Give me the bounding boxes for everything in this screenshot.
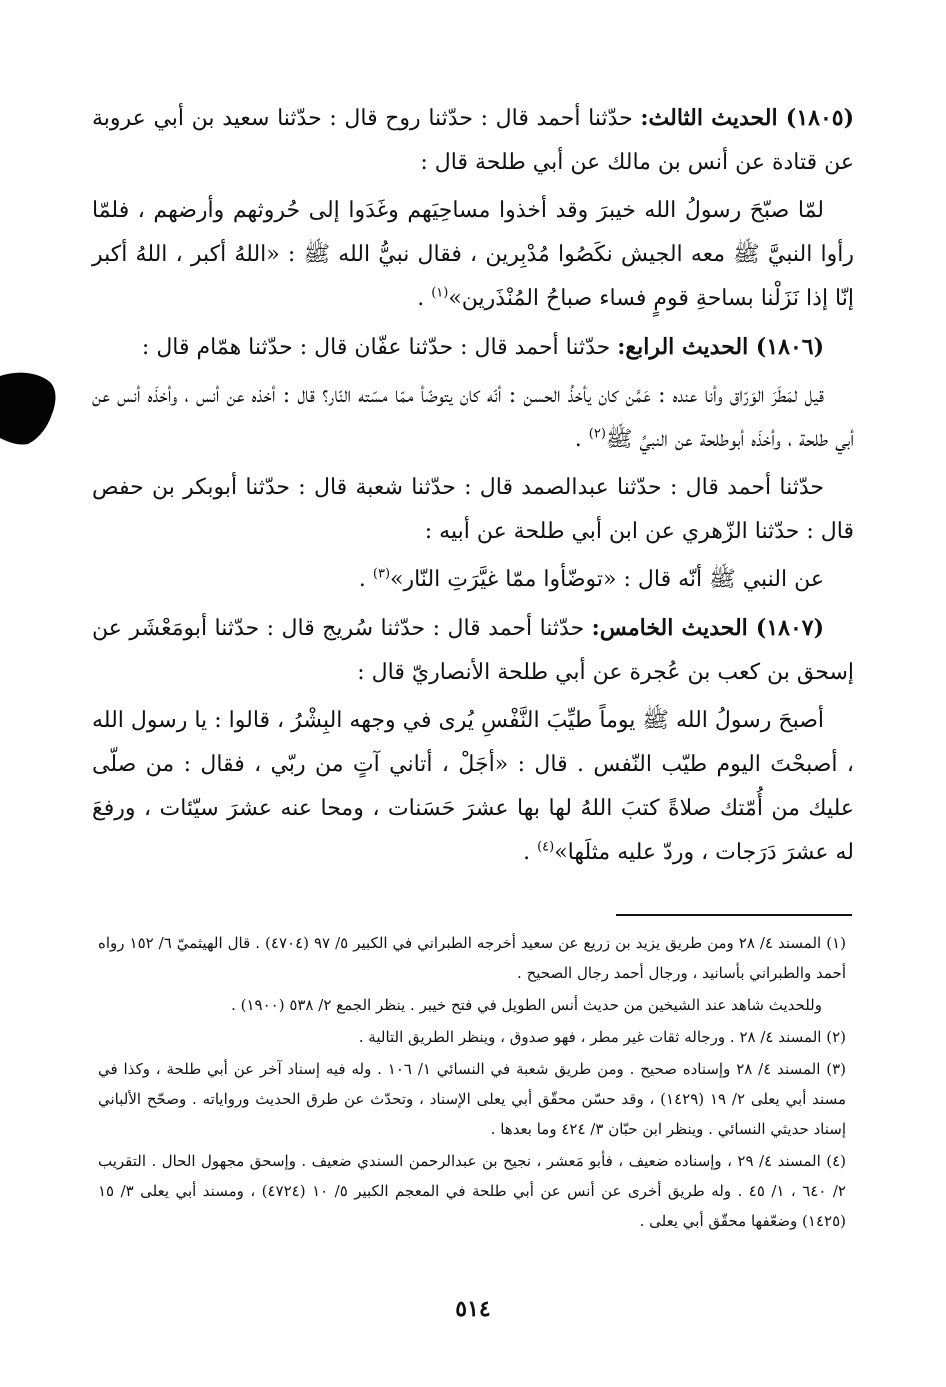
sentence-end: . (358, 567, 373, 592)
footnotes (98, 928, 846, 1238)
isnad-text: حدّثنا أحمد قال : حدّثنا عفّان قال : حدّثنا همّام قال : (141, 335, 618, 360)
hadith-1806-second-matn (92, 558, 854, 602)
footnote-ref: (٤) (537, 839, 555, 855)
hadith-1806-second-isnad (92, 466, 854, 554)
page-number: ٥١٤ (455, 1296, 491, 1322)
footnote-divider (616, 914, 852, 916)
footnote-2: (٢) المسند ٤/ ٢٨ . ورجاله ثقات غير مطر ، فهو صدوق ، وينظر الطريق التالية . (358, 1028, 846, 1046)
matn-text: أصبحَ رسولُ الله ﷺ يوماً طيِّبَ النَّفْسِ يُرى في وجهه البِشْرُ ، قالوا : يا رسول الله ، أصبحْتَ اليوم طيّب النّفس . قال : «أجَلْ ، أتاني آتٍ من ربّي ، فقال : من صلّى عليك من أُمّتك صلاةً كتبَ اللهُ لها بها عشرَ حَسَنات ، ومحا عنه عشرَ سيّئات ، ورفعَ له عشرَ دَرَجات ، وردّ عليه مثلَها» (92, 708, 854, 865)
hadith-heading: (١٨٠٦) الحديث الرابع: (617, 334, 824, 360)
ink-blot-mark (0, 368, 58, 446)
hadith-1805-intro (92, 96, 854, 185)
hadith-heading: (١٨٠٧) الحديث الخامس: (591, 615, 824, 641)
main-text (92, 96, 854, 879)
hadith-1806-intro (92, 325, 854, 370)
hadith-1807-matn (92, 699, 854, 875)
hadith-1806-matn (92, 374, 854, 462)
sentence-end: . (417, 286, 432, 311)
hadith-heading: (١٨٠٥) الحديث الثالث: (640, 105, 854, 131)
isnad-text: حدّثنا أحمد قال : حدّثنا روح قال : حدّثنا سعيد بن أبي عروبة عن قتادة عن أنس بن مالك عن أبي طلحة قال : (92, 106, 854, 175)
matn-text: لمّا صبّحَ رسولُ الله خيبرَ وقد أخذوا مساحِيَهم وغَدَوا إلى حُروثهم وأرضهم ، فلمّا رأوا النبيَّ ﷺ معه الجيش نكَصُوا مُدْبِرين ، فقال نبيُّ الله ﷺ : «اللهُ أكبر ، اللهُ أكبر إنّا إذا نَزَلْنا بساحةِ قومٍ فساء صباحُ المُنْذَرين» (92, 198, 854, 311)
footnote-ref: (١) (431, 285, 449, 301)
isnad-text: حدّثنا أحمد قال : حدّثنا سُريج قال : حدّثنا أبومَعْشَر عن إسحق بن كعب بن عُجرة عن أبي طلحة الأنصاريّ قال : (92, 616, 854, 685)
footnote-1-continuation: وللحديث شاهد عند الشيخين من حديث أنس الطويل في فتح خيبر . ينظر الجمع ٢/ ٥٣٨ (١٩٠٠) . (231, 996, 822, 1014)
matn-text: عن النبي ﷺ أنّه قال : «توضّأوا ممّا غيَّرَتِ النّار» (390, 567, 824, 592)
footnote-ref: (٢) (588, 426, 606, 442)
hadith-1807-intro (92, 606, 854, 695)
footnote-1: (١) المسند ٤/ ٢٨ ومن طريق يزيد بن زريع عن سعيد أخرجه الطبراني في الكبير ٥/ ٩٧ (٤٧٠٤) . قال الهيثميّ ٦/ ١٥٢ رواه أحمد والطبراني بأسانيد ، ورجال أحمد رجال الصحيح . (98, 934, 846, 982)
hadith-1805-matn (92, 189, 854, 321)
footnote-3: (٣) المسند ٤/ ٢٨ وإسناده صحيح . ومن طريق شعبة في النسائي ١/ ١٠٦ . وله فيه إسناد آخر عن أبي طلحة ، وكذا في مسند أبي يعلى ٢/ ١٩ (١٤٢٩) ، وقد حسّن محقّق أبي يعلى الإسناد ، وتحدّث عن طرق الحديث ورواياته . وصحّح الألباني إسناد حديثي النسائي . وينظر ابن حبّان ٣/ ٤٢٤ وما بعدها . (98, 1060, 846, 1138)
sentence-end: . (523, 840, 538, 865)
footnote-4: (٤) المسند ٤/ ٢٩ ، وإسناده ضعيف ، فأبو مَعشر ، نجيح بن عبدالرحمن السندي ضعيف . وإسحق مجهول الحال . التقريب ٢/ ٦٤٠ ، ١/ ٤٥ . وله طريق أخرى عن أنس عن أبي طلحة في المعجم الكبير ٥/ ١٠ (٤٧٢٤) ، ومسند أبي يعلى ٣/ ١٥ (١٤٢٥) وضعّفها محقّق أبي يعلى . (98, 1152, 846, 1230)
isnad-text: حدّثنا أحمد قال : حدّثنا عبدالصمد قال : حدّثنا شعبة قال : حدّثنا أبوبكر بن حفص قال : حدّثنا الزّهري عن ابن أبي طلحة عن أبيه : (92, 475, 854, 544)
sentence-end: . (574, 427, 589, 452)
footnote-ref: (٣) (372, 566, 391, 582)
matn-text: قيل لمَطَرَ الوَرّاق وأنا عنده : عَمَّن كان يأخذُ الحسن : أنّه كان يتوضّأ ممّا مسّته النّار؟ قال : أخذه عن أنس ، وأخذَه أنس عن أبي طلحة ، وأخذَه أبوطلحة عن النبيِّ ﷺ (92, 383, 854, 452)
